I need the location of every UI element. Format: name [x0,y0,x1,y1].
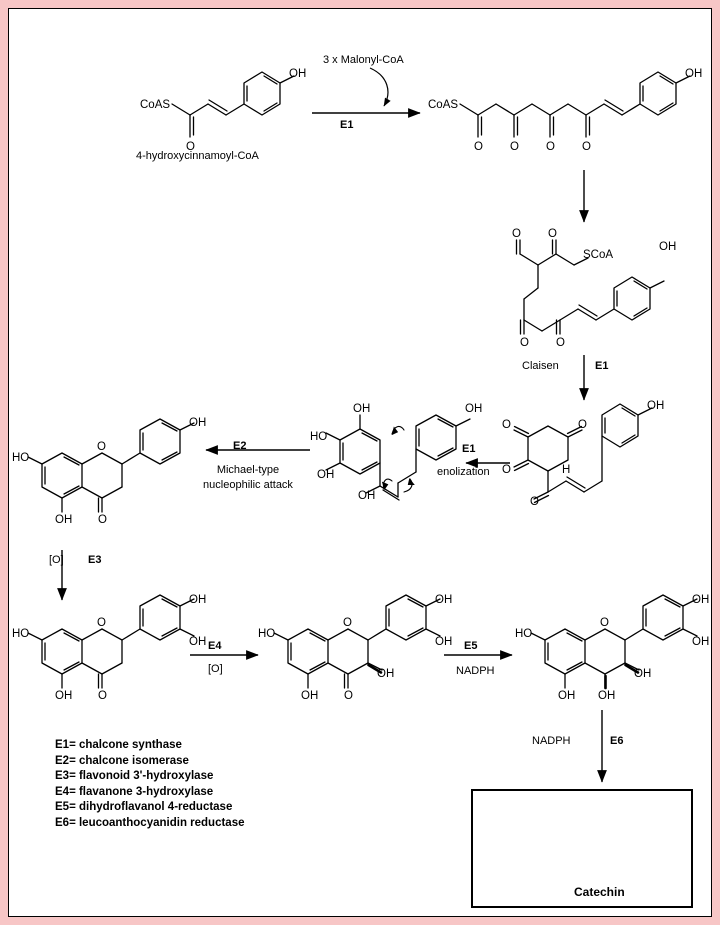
svg-text:OH: OH [558,690,576,702]
legend-item-e5: E5= dihydroflavanol 4-reductase [55,801,233,813]
svg-text:O: O [510,141,519,153]
label-claisen: Claisen [522,360,559,372]
svg-text:OH: OH [377,668,395,680]
legend-item-e1: E1= chalcone synthase [55,739,182,751]
svg-text:O: O [582,141,591,153]
svg-text:O: O [344,690,353,702]
svg-text:OH: OH [317,469,335,481]
svg-text:O: O [502,419,511,431]
svg-text:HO: HO [12,452,30,464]
svg-text:HO: HO [515,628,533,640]
svg-text:O: O [502,464,511,476]
svg-text:OH: OH [435,636,453,648]
legend-item-e2: E2= chalcone isomerase [55,754,189,767]
svg-text:HO: HO [12,628,30,640]
svg-text:OH: OH [647,400,665,412]
label-michael-line2: nucleophilic attack [203,479,293,491]
svg-text:OH: OH [692,636,710,648]
label-malonyl-coa: 3 x Malonyl-CoA [323,54,404,66]
svg-text:OH: OH [659,241,677,253]
svg-text:OH: OH [685,68,703,80]
svg-text:OH: OH [189,636,207,648]
svg-text:OH: OH [358,490,376,502]
svg-text:OH: OH [634,668,652,680]
svg-text:OH: OH [598,690,616,702]
label-oxygen-e3: [O] [49,554,64,566]
svg-text:H: H [562,464,571,476]
svg-text:O: O [578,419,587,431]
label-e1-enolization: E1 [462,443,476,455]
svg-text:O: O [548,228,557,240]
svg-text:O: O [98,514,107,526]
legend-item-e3: E3= flavonoid 3'-hydroxylase [55,770,214,782]
label-e3: E3 [88,554,102,566]
svg-text:OH: OH [301,690,319,702]
svg-text:OH: OH [55,690,73,702]
svg-text:O: O [512,228,521,240]
svg-text:OH: OH [353,403,371,415]
label-nadph-e6: NADPH [532,735,571,747]
svg-text:SCoA: SCoA [583,249,614,261]
svg-text:OH: OH [289,68,307,80]
svg-text:OH: OH [55,514,73,526]
label-start-compound: 4-hydroxycinnamoyl-CoA [136,150,259,162]
svg-text:O: O [556,337,565,349]
svg-text:O: O [97,617,106,629]
svg-text:OH: OH [189,417,207,429]
svg-text:O: O [600,617,609,629]
label-nadph-e5: NADPH [456,665,495,677]
svg-text:O: O [546,141,555,153]
svg-text:O: O [343,617,352,629]
label-catechin: Catechin [574,885,625,899]
label-e1-claisen: E1 [595,360,609,372]
label-e5: E5 [464,640,478,652]
svg-text:O: O [520,337,529,349]
label-enolization: enolization [437,466,490,478]
label-e1-step1: E1 [340,119,354,131]
svg-text:O: O [186,141,195,153]
svg-text:CoAS: CoAS [428,99,459,111]
svg-text:O: O [97,441,106,453]
svg-text:OH: OH [465,403,483,415]
svg-text:OH: OH [692,594,710,606]
svg-text:OH: OH [435,594,453,606]
legend-item-e4: E4= flavanone 3-hydroxylase [55,785,214,798]
legend-item-e6: E6= leucoanthocyanidin reductase [55,816,245,829]
label-e6: E6 [610,735,624,747]
svg-text:CoAS: CoAS [140,99,171,111]
label-e2: E2 [233,440,247,452]
svg-text:O: O [530,496,539,508]
svg-text:HO: HO [258,628,276,640]
enzyme-legend [55,738,245,831]
label-michael-line1: Michael-type [216,464,280,476]
svg-text:OH: OH [189,594,207,606]
label-oxygen-e4: [O] [208,663,223,675]
svg-text:O: O [98,690,107,702]
svg-text:HO: HO [310,431,328,443]
label-e4: E4 [208,640,222,652]
svg-text:O: O [474,141,483,153]
